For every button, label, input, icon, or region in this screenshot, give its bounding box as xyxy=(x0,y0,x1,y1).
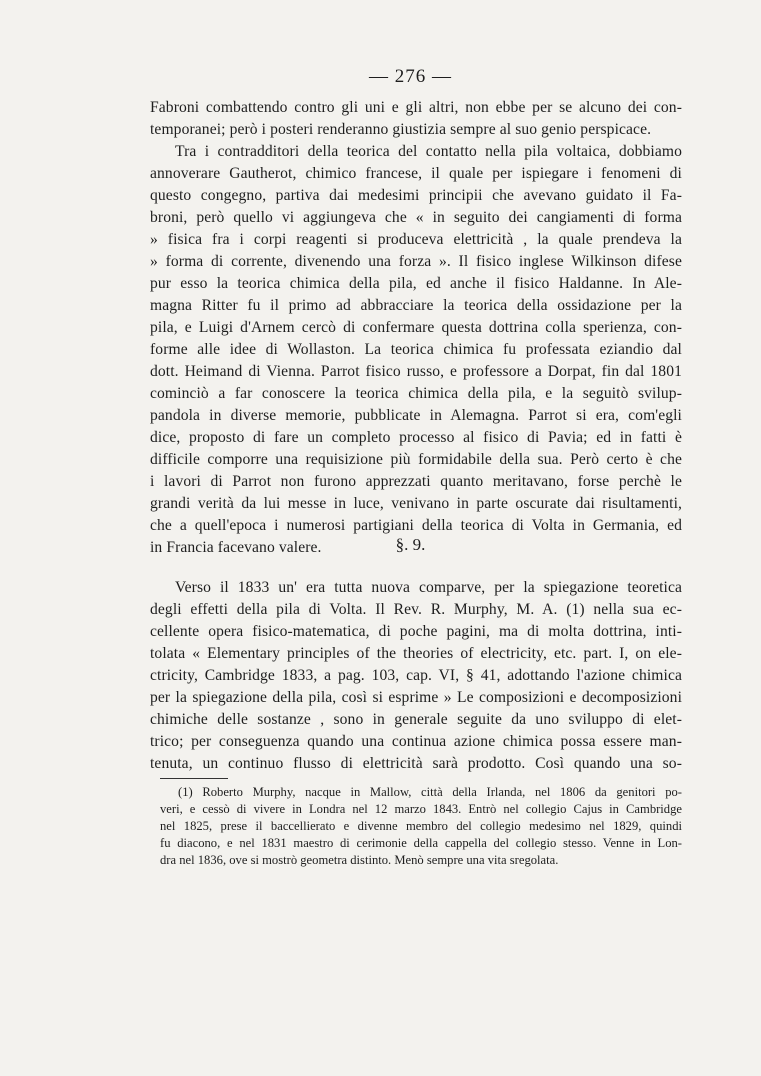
text-line: cellente opera fisico-matematica, di poche pagini, ma di molta dottrina, inti- xyxy=(150,623,682,640)
text-line: tolata « Elementary principles of the theories of electricity, etc. part. I, on ele- xyxy=(150,645,682,662)
page-number: — 276 — xyxy=(369,66,452,87)
section-heading: §. 9. xyxy=(395,535,426,554)
text-line: i lavori di Parrot non furono apprezzati quanto meritavano, forse perchè le xyxy=(150,473,682,490)
text-line: per la spiegazione della pila, così si esprime » Le composizioni e decomposizioni xyxy=(150,689,682,706)
text-line: in Francia facevano valere. xyxy=(150,539,322,556)
text-line: grandi verità da lui messe in luce, venivano in parte oscurate dai risultamenti, xyxy=(150,495,682,512)
footnote-line: fu diacono, e nel 1831 maestro di cerimonie della cappella del collegio stesso. Venne in Lon- xyxy=(160,836,682,850)
text-line: Fabroni combattendo contro gli uni e gli altri, non ebbe per se alcuno dei con- xyxy=(150,99,682,116)
text-line: forme alle idee di Wollaston. La teorica chimica fu professata eziandio dal xyxy=(150,341,682,358)
footnote-line: nel 1825, prese il baccellierato e divenne membro del collegio medesimo nel 1829, quindi xyxy=(160,819,682,833)
text-line: temporanei; però i posteri renderanno giustizia sempre al suo genio perspicace. xyxy=(150,121,652,138)
text-line: Tra i contradditori della teorica del contatto nella pila voltaica, dobbiamo xyxy=(175,143,682,160)
text-line: difficile comporre una requisizione più formidabile della sua. Però certo è che xyxy=(150,451,682,468)
text-line: dice, proposto di fare un completo processo al fisico di Pavia; ed in fatti è xyxy=(150,429,682,446)
footnote-line: (1) Roberto Murphy, nacque in Mallow, città della Irlanda, nel 1806 da genitori po- xyxy=(178,785,682,799)
text-line: annoverare Gautherot, chimico francese, il quale per ispiegare i fenomeni di xyxy=(150,165,682,182)
text-line: degli effetti della pila di Volta. Il Rev. R. Murphy, M. A. (1) nella sua ec- xyxy=(150,601,682,618)
text-line: ctricity, Cambridge 1833, a pag. 103, cap. VI, § 41, adottando l'azione chimica xyxy=(150,667,682,684)
text-line: Verso il 1833 un' era tutta nuova comparve, per la spiegazione teoretica xyxy=(175,579,682,596)
text-line: » forma di corrente, divenendo una forza ». Il fisico inglese Wilkinson difese xyxy=(150,253,682,270)
text-line: cominciò a far conoscere la teorica chimica della pila, e la seguitò svilup- xyxy=(150,385,682,402)
text-line: magna Ritter fu il primo ad abbracciare la teorica della ossidazione per la xyxy=(150,297,682,314)
footnote-line: dra nel 1836, ove si mostrò geometra distinto. Menò sempre una vita sregolata. xyxy=(160,853,559,867)
text-line: broni, però quello vi aggiungeva che « in seguito dei cangiamenti di forma xyxy=(150,209,682,226)
text-line: che a quell'epoca i numerosi partigiani della teorica di Volta in Germania, ed xyxy=(150,517,682,534)
text-line: » fisica fra i corpi reagenti si produceva elettricità , la quale prendeva la xyxy=(150,231,682,248)
footnote-rule xyxy=(160,778,228,779)
text-line: pandola in diverse memorie, pubblicate in Alemagna. Parrot si era, com'egli xyxy=(150,407,682,424)
text-line: pila, e Luigi d'Arnem cercò di confermare questa dottrina colla sperienza, con- xyxy=(150,319,682,336)
text-line: chimiche delle sostanze , sono in generale seguite da uno sviluppo di elet- xyxy=(150,711,682,728)
text-line: questo congegno, partiva dai medesimi principii che avevano guidato il Fa- xyxy=(150,187,682,204)
footnote-line: veri, e cessò di vivere in Londra nel 12 marzo 1843. Entrò nel collegio Cajus in Cambridge xyxy=(160,802,682,816)
text-line: pur esso la teorica chimica della pila, ed anche il fisico Haldanne. In Ale- xyxy=(150,275,682,292)
text-line: trico; per conseguenza quando una continua azione chimica possa essere man- xyxy=(150,733,682,750)
text-line: dott. Heimand di Vienna. Parrot fisico russo, e professore a Dorpat, fin dal 1801 xyxy=(150,363,682,380)
text-line: tenuta, un continuo flusso di elettricità sarà prodotto. Così quando una so- xyxy=(150,755,682,772)
